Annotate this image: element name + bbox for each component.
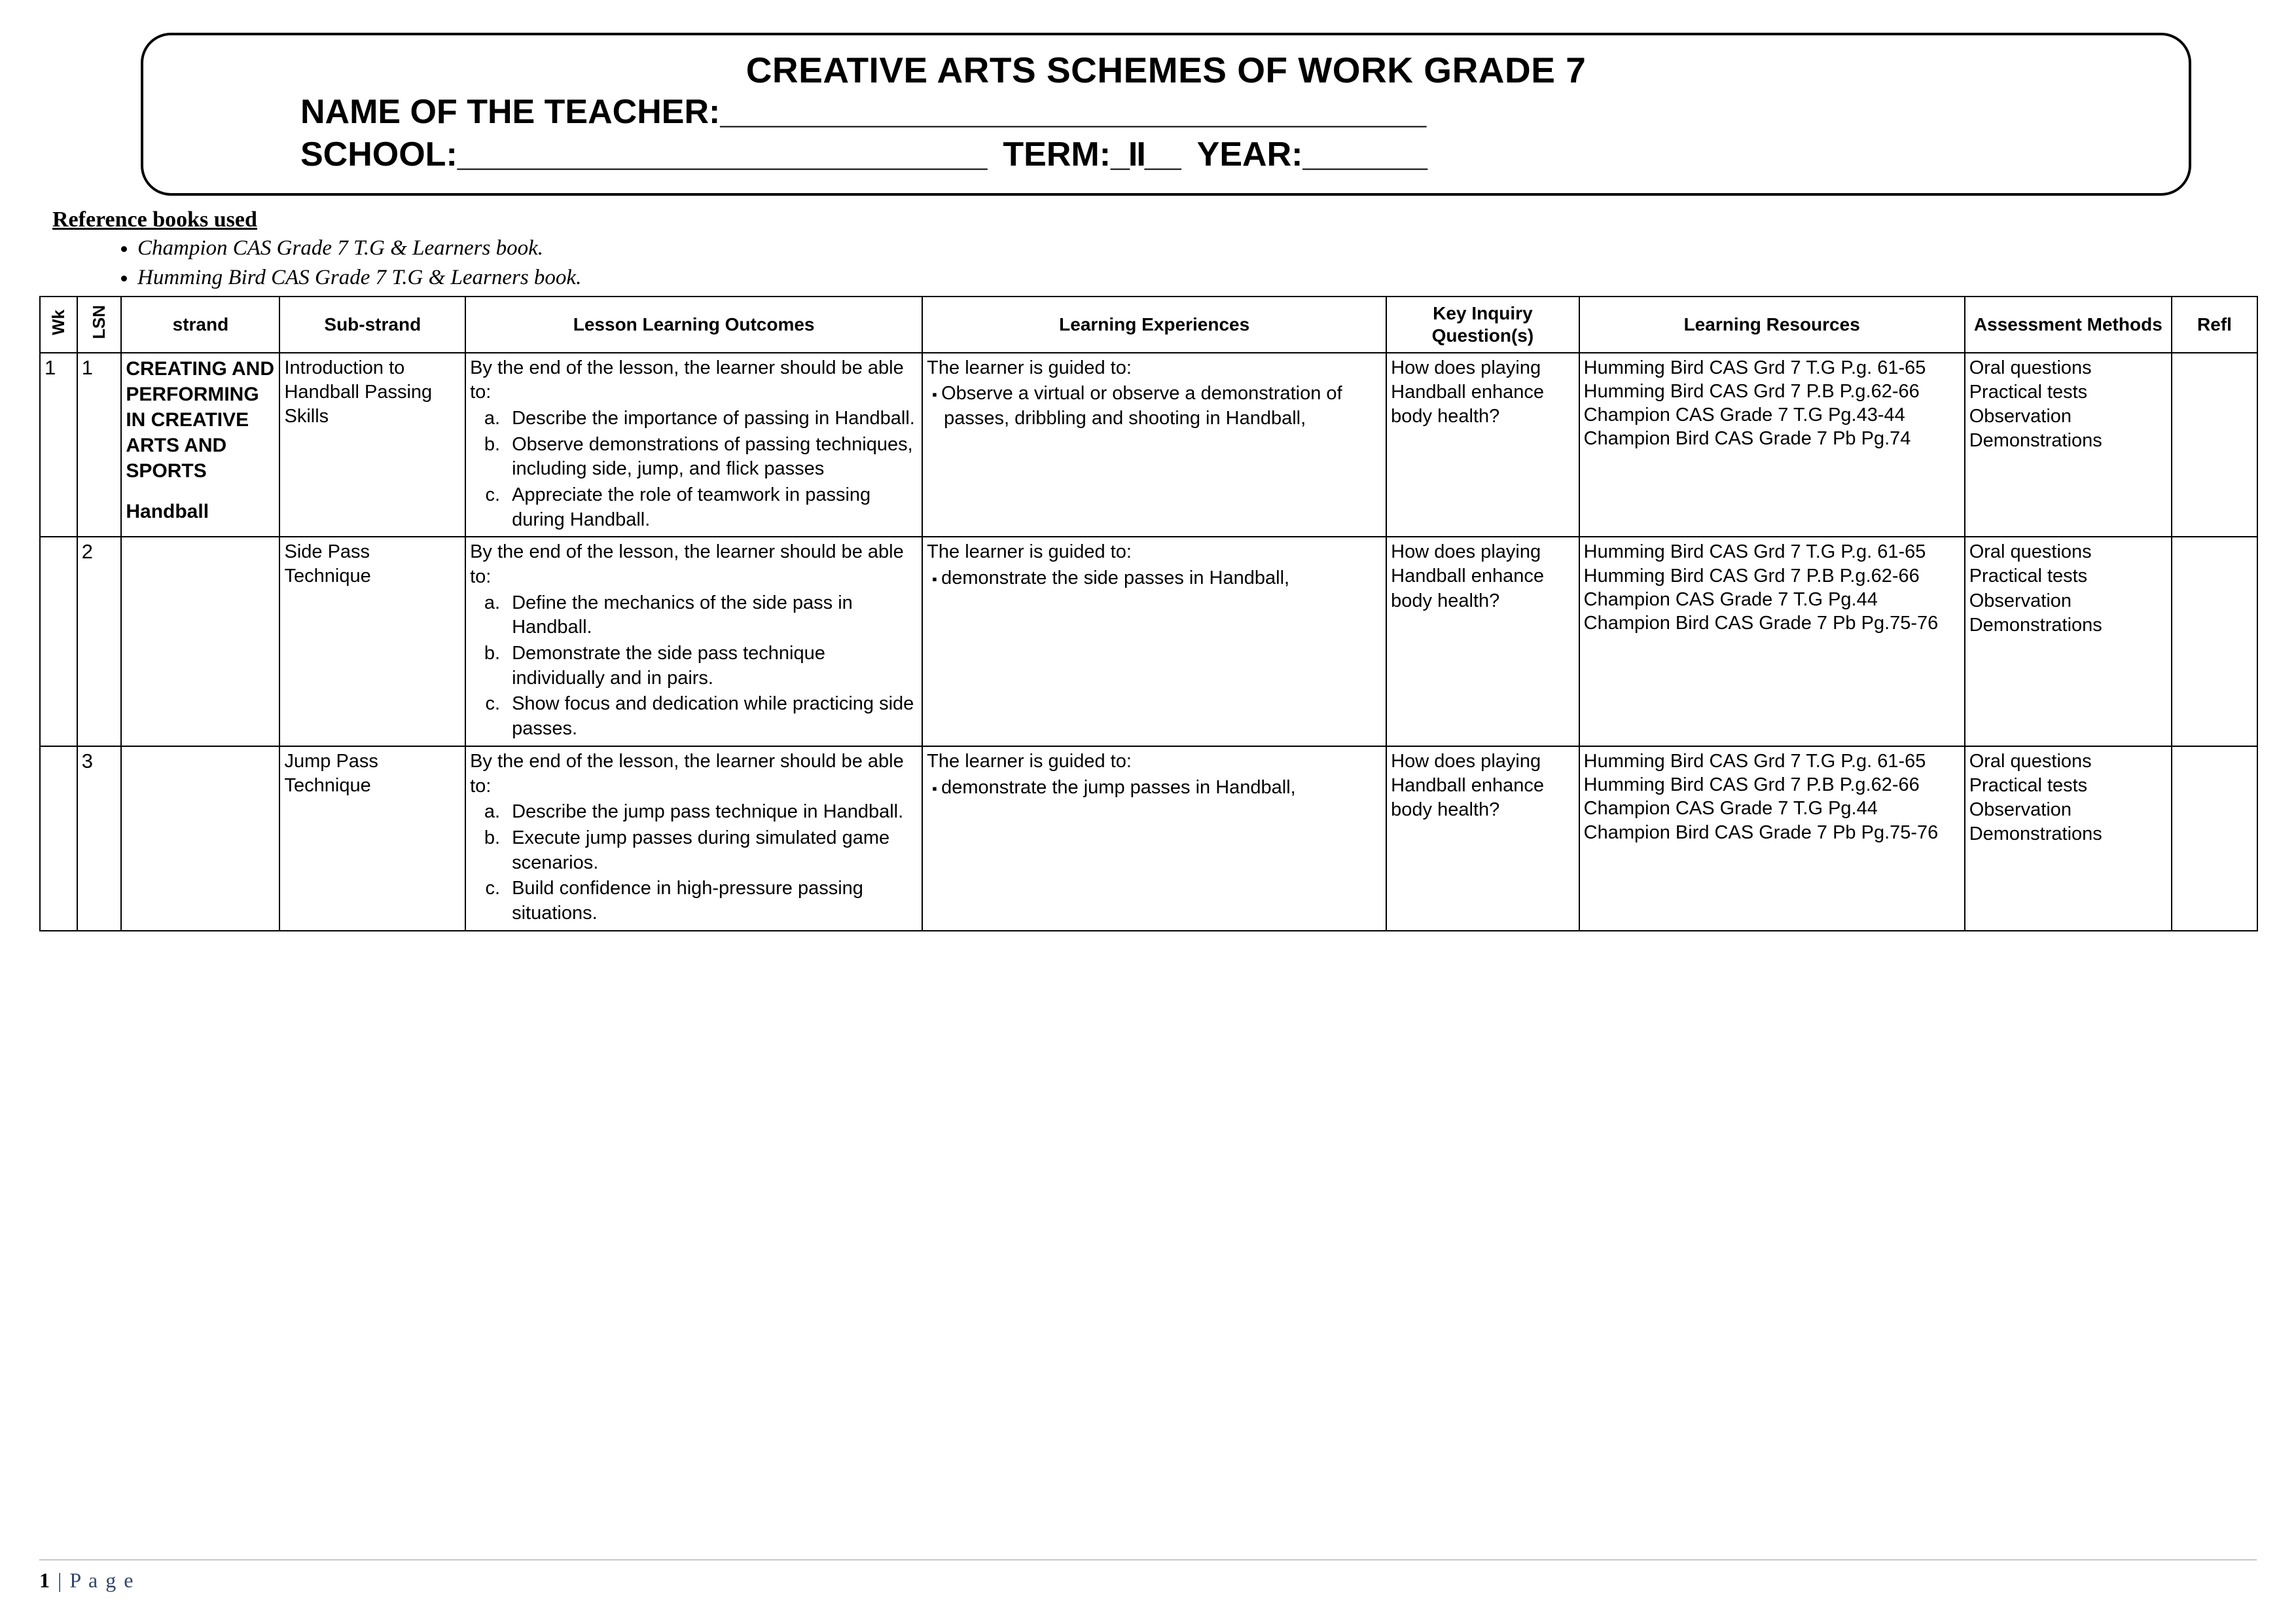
column-header-outcomes: Lesson Learning Outcomes <box>465 297 922 352</box>
column-header-wk: Wk <box>40 297 77 352</box>
cell-outcomes: By the end of the lesson, the learner should be able to: a. Describe the importance of passing in Handball. b. Observe demonstrations of passing techniques, including side, jump, and flick passes c. Appreciate the role of teamwork in passing during Handball. <box>465 353 922 537</box>
cell-strand <box>121 746 279 931</box>
experiences-list <box>927 382 1382 431</box>
cell-sub-strand: Introduction to Handball Passing Skills <box>279 353 465 537</box>
assessment-line: Practical tests <box>1969 774 2088 796</box>
footer-divider <box>39 1559 2257 1561</box>
reference-books-list <box>39 234 2257 292</box>
table-row <box>40 746 2257 931</box>
outcomes-list <box>470 406 918 532</box>
cell-experiences: The learner is guided to: ▪ demonstrate the side passes in Handball, <box>922 537 1386 746</box>
footer-page-word: P a g e <box>69 1568 135 1592</box>
column-header-assessment: Assessment Methods <box>1965 297 2172 352</box>
cell-assessment <box>1965 537 2172 746</box>
page-footer <box>39 1559 2257 1593</box>
assessment-line: Observation <box>1969 799 2072 821</box>
list-item: a. Define the mechanics of the side pass in Handball. <box>505 591 918 640</box>
list-item: b. Observe demonstrations of passing techniques, including side, jump, and flick passes <box>505 433 918 482</box>
resource-line: Champion Bird CAS Grade 7 Pb Pg.74 <box>1583 428 1911 450</box>
list-item: b. Execute jump passes during simulated game scenarios. <box>505 826 918 875</box>
experiences-list <box>927 566 1382 591</box>
list-item: b. Demonstrate the side pass technique individually and in pairs. <box>505 641 918 691</box>
assessment-line: Practical tests <box>1969 381 2088 403</box>
term-label: TERM: <box>1003 135 1111 174</box>
school-term-year-line <box>170 134 2162 176</box>
list-item: ▪ demonstrate the side passes in Handball, <box>944 566 1382 591</box>
cell-lesson: 3 <box>77 746 122 931</box>
column-header-lsn: LSN <box>77 297 122 352</box>
resource-line: Humming Bird CAS Grd 7 P.B P.g.62-66 <box>1583 774 1920 796</box>
schemes-of-work-table <box>39 296 2258 931</box>
cell-reflection[interactable] <box>2172 353 2257 537</box>
cell-resources <box>1579 537 1965 746</box>
cell-sub-strand: Jump Pass Technique <box>279 746 465 931</box>
teacher-name-label: NAME OF THE TEACHER: <box>300 93 721 132</box>
table-row <box>40 353 2257 537</box>
cell-resources <box>1579 353 1965 537</box>
list-item: a. Describe the importance of passing in Handball. <box>505 406 918 431</box>
column-header-reflection: Refl <box>2172 297 2257 352</box>
cell-sub-strand: Side Pass Technique <box>279 537 465 746</box>
column-header-key-inquiry: Key Inquiry Question(s) <box>1386 297 1579 352</box>
assessment-line: Demonstrations <box>1969 823 2102 845</box>
list-item: ▪ Observe a virtual or observe a demonstration of passes, dribbling and shooting in Handball, <box>944 382 1382 431</box>
cell-week <box>40 537 77 746</box>
cell-experiences: The learner is guided to: ▪ demonstrate the jump passes in Handball, <box>922 746 1386 931</box>
teacher-name-line <box>170 91 2162 134</box>
column-header-resources: Learning Resources <box>1579 297 1965 352</box>
resource-line: Champion CAS Grade 7 T.G Pg.44 <box>1583 798 1878 820</box>
column-header-sub-strand: Sub-strand <box>279 297 465 352</box>
cell-key-inquiry: How does playing Handball enhance body health? <box>1386 537 1579 746</box>
resource-line: Humming Bird CAS Grd 7 P.B P.g.62-66 <box>1583 565 1920 586</box>
page-title: CREATIVE ARTS SCHEMES OF WORK GRADE 7 <box>745 50 1587 90</box>
assessment-line: Oral questions <box>1969 541 2092 563</box>
cell-strand: CREATING AND PERFORMING IN CREATIVE ARTS AND SPORTS Handball <box>121 353 279 537</box>
outcomes-list <box>470 591 918 742</box>
column-header-experiences: Learning Experiences <box>922 297 1386 352</box>
term-value[interactable]: _II__ <box>1111 135 1180 174</box>
cell-lesson: 1 <box>77 353 122 537</box>
assessment-line: Oral questions <box>1969 357 2092 378</box>
school-blank[interactable]: ______________________________ <box>457 135 986 174</box>
page-number-footer <box>39 1568 2257 1593</box>
cell-experiences: The learner is guided to: ▪ Observe a virtual or observe a demonstration of passes, dribbling and shooting in Handball, <box>922 353 1386 537</box>
cell-outcomes: By the end of the lesson, the learner should be able to: a. Define the mechanics of the side pass in Handball. b. Demonstrate the side pass technique individually and in pairs. c. Show focus and dedication while practicing side passes. <box>465 537 922 746</box>
list-item: c. Build confidence in high-pressure passing situations. <box>505 876 918 926</box>
school-label: SCHOOL: <box>300 135 457 174</box>
assessment-line: Oral questions <box>1969 750 2092 772</box>
resource-line: Champion Bird CAS Grade 7 Pb Pg.75-76 <box>1583 613 1939 634</box>
cell-reflection[interactable] <box>2172 537 2257 746</box>
column-header-strand: strand <box>121 297 279 352</box>
strand-subtitle: Handball <box>126 500 209 522</box>
resource-line: Champion CAS Grade 7 T.G Pg.43-44 <box>1583 405 1905 426</box>
resource-line: Champion Bird CAS Grade 7 Pb Pg.75-76 <box>1583 821 1939 843</box>
teacher-name-blank[interactable]: ________________________________________ <box>720 93 1426 132</box>
reference-books-title: Reference books used <box>52 208 257 232</box>
cell-lesson: 2 <box>77 537 122 746</box>
cell-key-inquiry: How does playing Handball enhance body health? <box>1386 353 1579 537</box>
resource-line: Humming Bird CAS Grd 7 P.B P.g.62-66 <box>1583 380 1920 402</box>
list-item: • Humming Bird CAS Grade 7 T.G & Learners book. <box>137 263 2257 293</box>
cell-week: 1 <box>40 353 77 537</box>
outcomes-list <box>470 800 918 926</box>
year-label: YEAR: <box>1196 135 1303 174</box>
cell-week <box>40 746 77 931</box>
resource-line: Humming Bird CAS Grd 7 T.G P.g. 61-65 <box>1583 750 1926 772</box>
assessment-line: Observation <box>1969 590 2072 611</box>
cell-resources <box>1579 746 1965 931</box>
list-item: • Champion CAS Grade 7 T.G & Learners book. <box>137 234 2257 263</box>
list-item: a. Describe the jump pass technique in Handball. <box>505 800 918 825</box>
resource-line: Humming Bird CAS Grd 7 T.G P.g. 61-65 <box>1583 357 1926 378</box>
cell-assessment <box>1965 746 2172 931</box>
footer-page-number: 1 <box>39 1568 51 1592</box>
assessment-line: Observation <box>1969 405 2072 427</box>
cell-key-inquiry: How does playing Handball enhance body health? <box>1386 746 1579 931</box>
list-item: ▪ demonstrate the jump passes in Handball, <box>944 776 1382 801</box>
cell-reflection[interactable] <box>2172 746 2257 931</box>
assessment-line: Practical tests <box>1969 566 2088 587</box>
table-header-row <box>40 297 2257 352</box>
cell-assessment <box>1965 353 2172 537</box>
list-item: c. Appreciate the role of teamwork in passing during Handball. <box>505 483 918 532</box>
document-header-box <box>141 33 2191 196</box>
list-item: c. Show focus and dedication while practicing side passes. <box>505 692 918 741</box>
experiences-list <box>927 776 1382 801</box>
table-row <box>40 537 2257 746</box>
year-blank[interactable]: _______ <box>1302 135 1426 174</box>
cell-outcomes: By the end of the lesson, the learner should be able to: a. Describe the jump pass technique in Handball. b. Execute jump passes during simulated game scenarios. c. Build confidence in high-pressure passing situations. <box>465 746 922 931</box>
assessment-line: Demonstrations <box>1969 429 2102 451</box>
resource-line: Humming Bird CAS Grd 7 T.G P.g. 61-65 <box>1583 541 1926 563</box>
assessment-line: Demonstrations <box>1969 614 2102 636</box>
footer-separator: | <box>58 1568 63 1592</box>
cell-strand <box>121 537 279 746</box>
resource-line: Champion CAS Grade 7 T.G Pg.44 <box>1583 588 1878 610</box>
